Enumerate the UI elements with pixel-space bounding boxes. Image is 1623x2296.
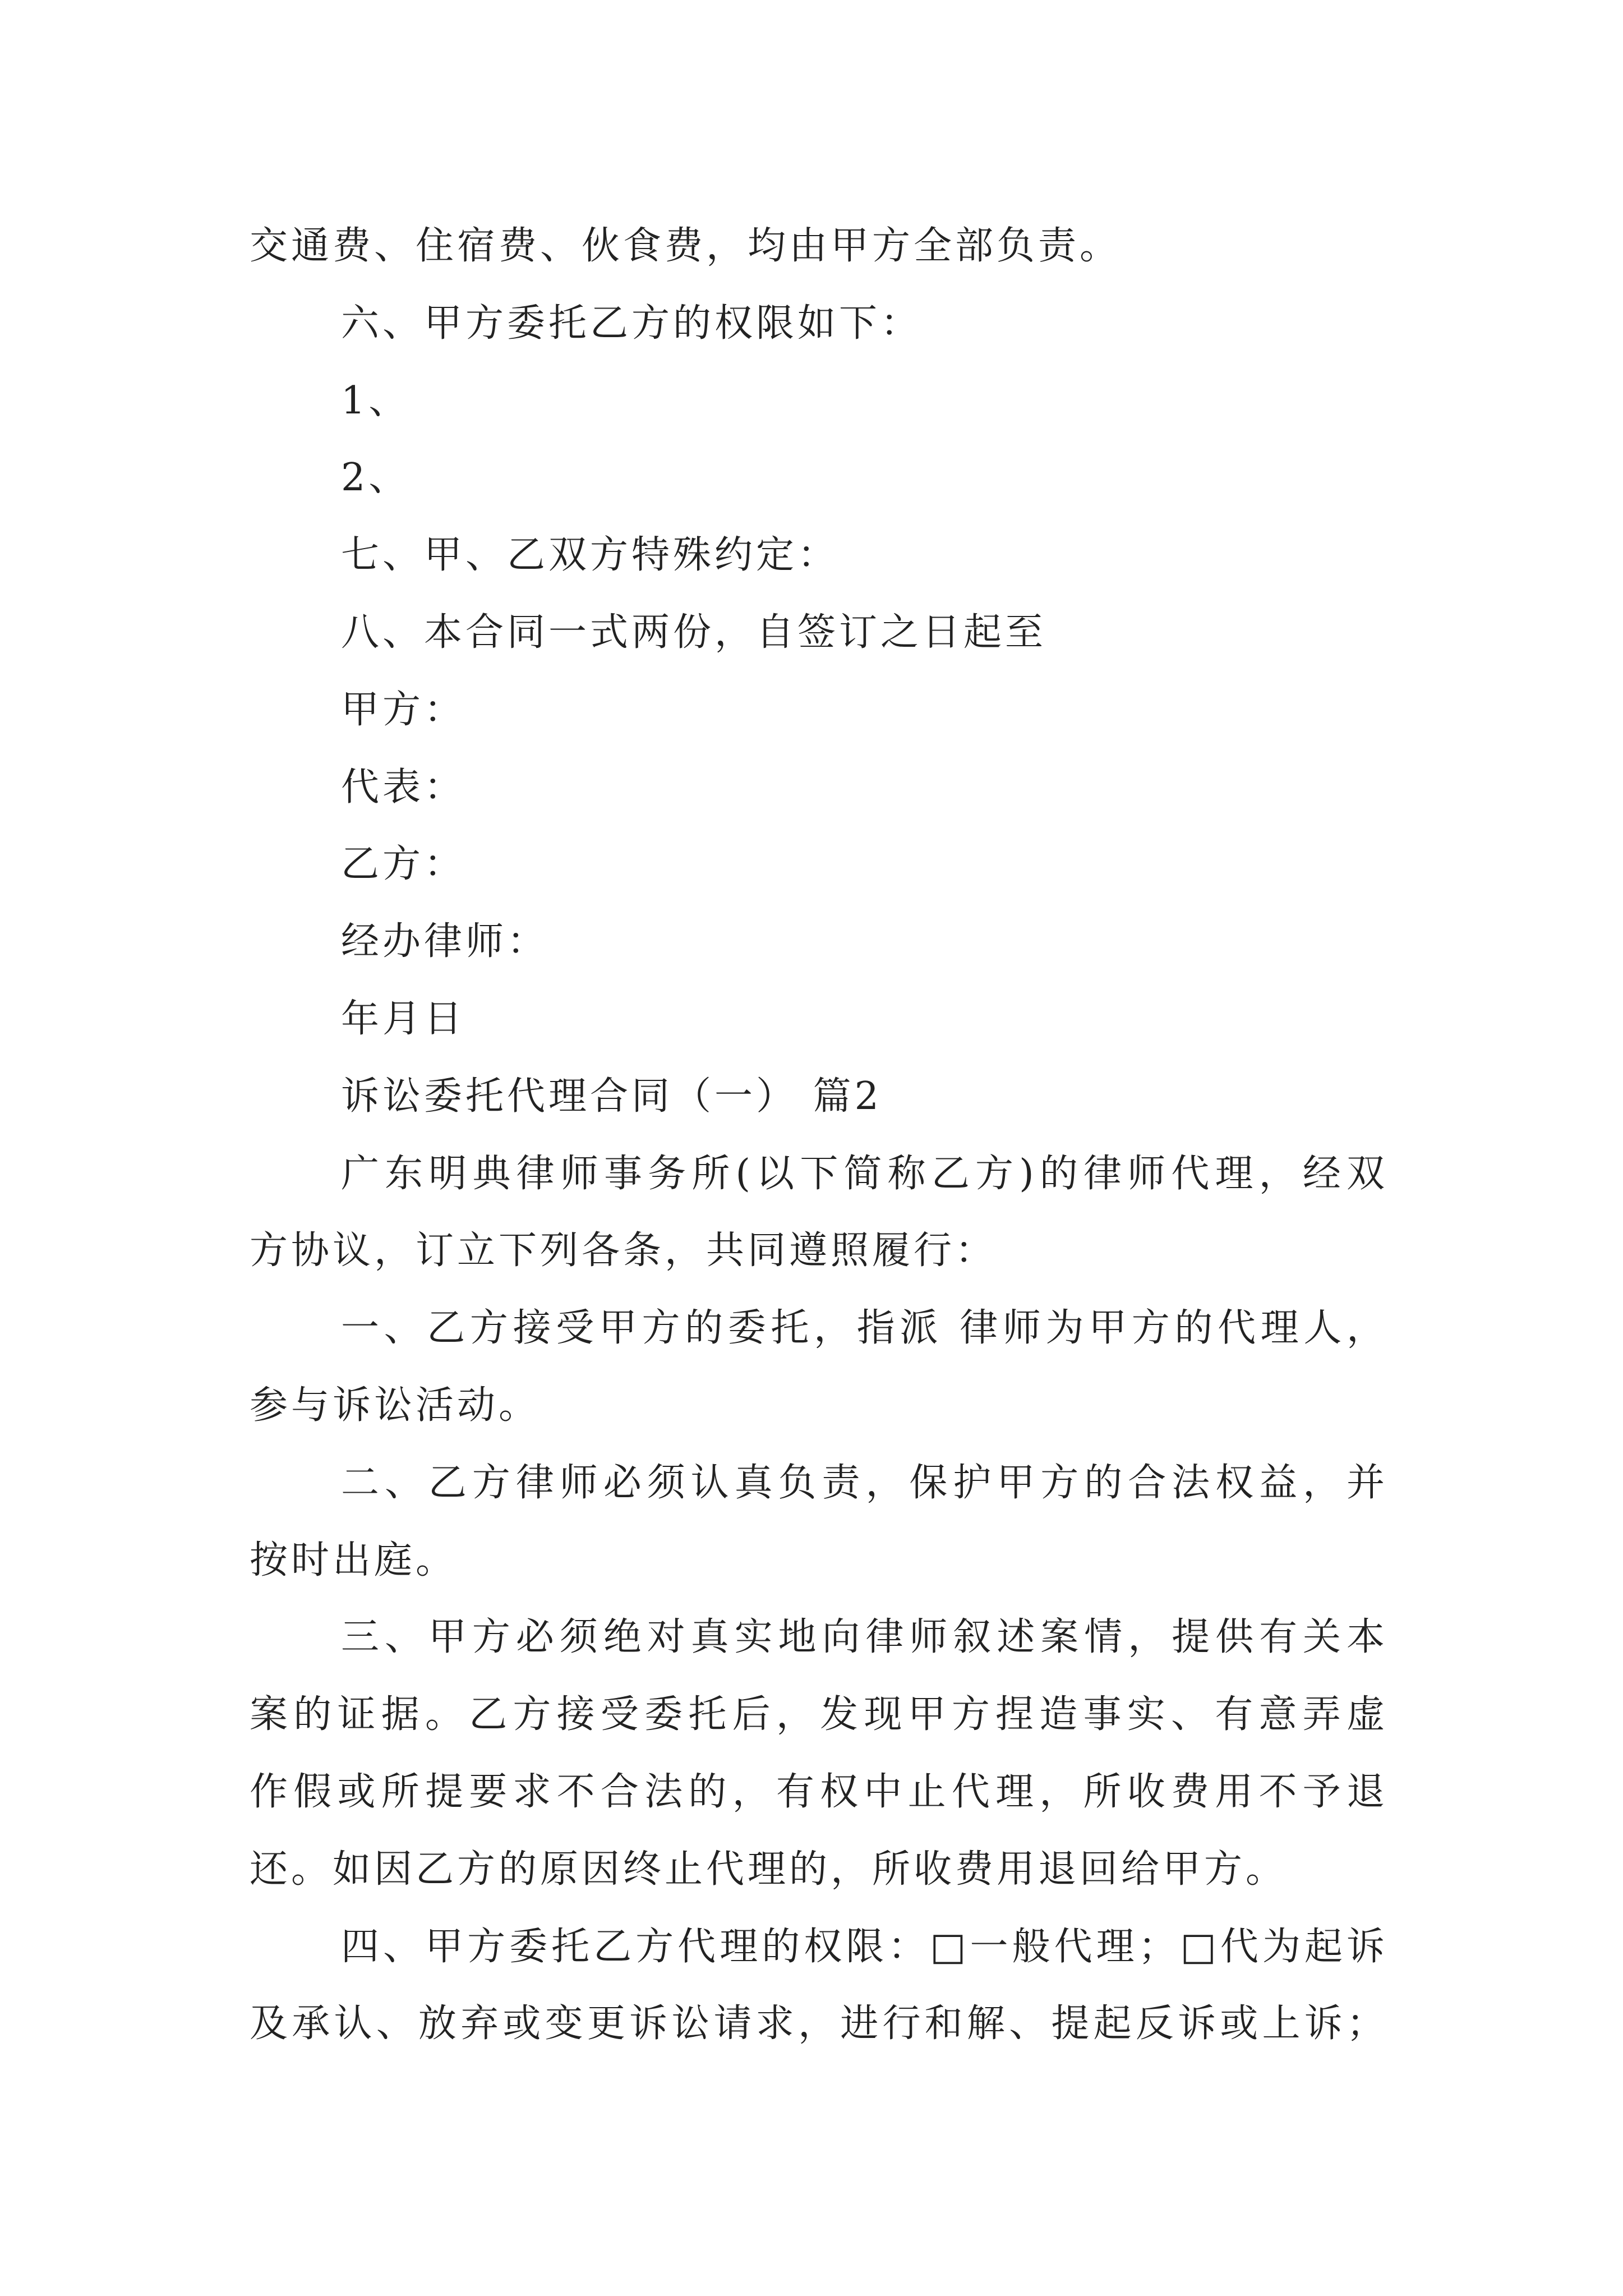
document-line: 代表： [341, 765, 466, 809]
document-line: 年月日 [341, 996, 466, 1041]
document-line: 按时出庭。 [250, 1538, 458, 1582]
document-line: 六、甲方委托乙方的权限如下： [341, 301, 923, 346]
document-line: 及承认、放弃或变更诉讼请求，进行和解、提起反诉或上诉； [250, 2001, 1388, 2046]
document-line: 乙方： [341, 842, 466, 887]
document-line: 甲方： [341, 687, 466, 732]
document-line: 交通费、住宿费、伙食费，均由甲方全部负责。 [250, 224, 1122, 268]
document-line: 作假或所提要求不合法的，有权中止代理，所收费用不予退 [250, 1769, 1388, 1814]
document-line: 参与诉讼活动。 [250, 1383, 541, 1428]
document-line: 还。如因乙方的原因终止代理的，所收费用退回给甲方。 [250, 1847, 1288, 1892]
document-line: 方协议，订立下列各条，共同遵照履行： [250, 1228, 997, 1273]
document-body [250, 208, 1388, 2063]
document-line: 三、甲方必须绝对真实地向律师叙述案情，提供有关本 [341, 1615, 1388, 1660]
document-line: 诉讼委托代理合同（一） 篇2 [341, 1074, 882, 1119]
document-line: 七、甲、乙双方特殊约定： [341, 533, 840, 578]
document-line: 案的证据。乙方接受委托后，发现甲方捏造事实、有意弄虚 [250, 1692, 1388, 1737]
document-line: 一、乙方接受甲方的委托，指派 律师为甲方的代理人， [341, 1306, 1388, 1351]
document-line: 二、乙方律师必须认真负责，保护甲方的合法权益，并 [341, 1460, 1388, 1505]
document-line: 八、本合同一式两份，自签订之日起至 [341, 610, 1047, 655]
document-line: 经办律师： [341, 919, 549, 964]
document-line: 广东明典律师事务所(以下简称乙方)的律师代理，经双 [341, 1151, 1388, 1196]
document-line: 四、甲方委托乙方代理的权限：□一般代理；□代为起诉 [341, 1924, 1388, 1969]
document-line: 1、 [341, 378, 411, 423]
document-line: 2、 [341, 455, 411, 500]
